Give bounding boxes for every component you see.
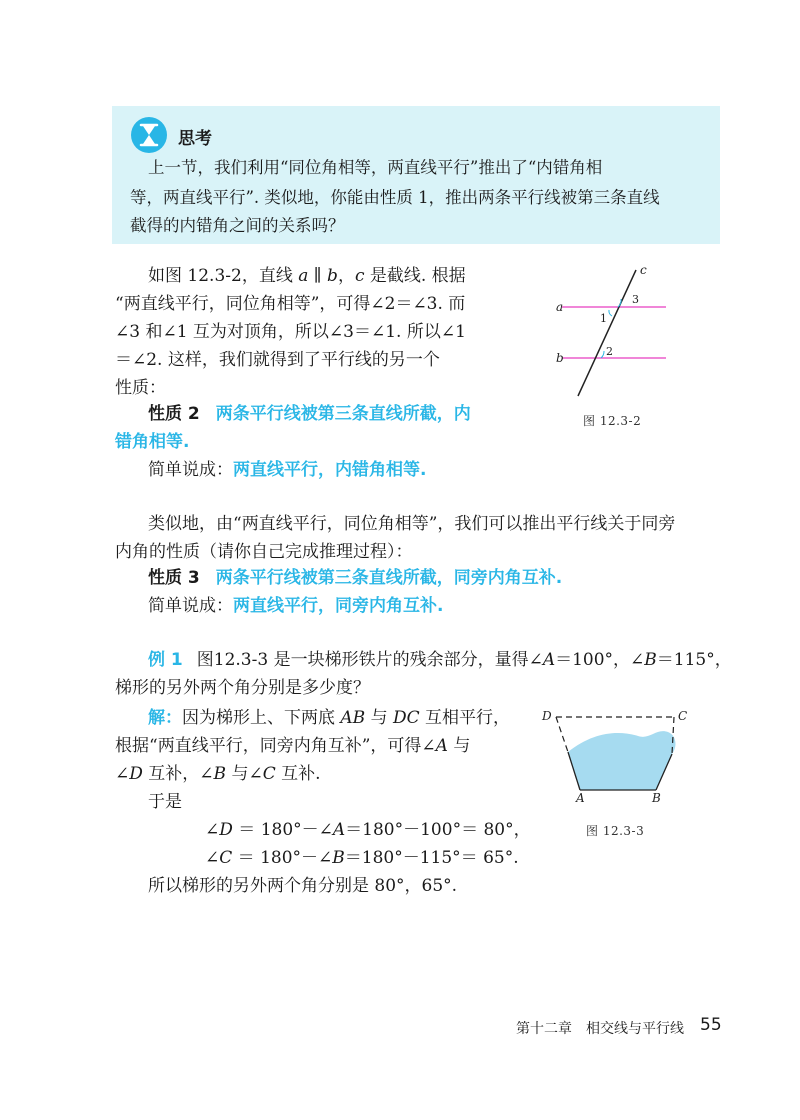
- property2-line-1: [148, 402, 471, 426]
- para1-line-1: [148, 264, 466, 288]
- text: 如图 12.3-2，直线: [148, 266, 299, 286]
- angle-arc-3: [618, 299, 621, 307]
- property2-simple: [148, 458, 426, 482]
- para2-line-1: 类似地，由“两直线平行，同位角相等”，我们可以推出平行线关于同旁: [148, 514, 676, 534]
- var-a: a: [298, 266, 309, 286]
- text: ＝ 180°－∠: [232, 820, 333, 840]
- text: 互补，∠: [142, 764, 214, 784]
- label-a: a: [556, 300, 564, 314]
- var-D: D: [129, 764, 143, 784]
- figure2-caption: 图 12.3-3: [586, 824, 645, 838]
- label-A: A: [576, 791, 585, 805]
- property3-label: 性质 3: [148, 568, 200, 588]
- label-c: c: [640, 263, 647, 277]
- text: 互相平行，: [419, 708, 511, 728]
- para2-line-2: 内角的性质（请你自己完成推理过程）：: [115, 542, 413, 562]
- var-B: B: [213, 764, 227, 784]
- property2-line-2: 错角相等.: [115, 432, 190, 452]
- solution-line-3: [115, 762, 321, 786]
- think-title: 思考: [178, 129, 212, 149]
- text: 根据“两直线平行，同旁内角互补”，可得∠: [115, 736, 436, 756]
- simple-text: 两直线平行，同旁内角互补.: [233, 596, 444, 616]
- equation-2: [205, 846, 519, 870]
- text: ＝180°－115°＝ 65°.: [344, 848, 519, 868]
- line-c: [578, 270, 636, 396]
- solution-label: 解：: [148, 708, 182, 728]
- text: ，: [337, 266, 355, 286]
- solution-line-4: 于是: [148, 792, 182, 812]
- property3-simple: [148, 594, 443, 618]
- text: 与: [447, 736, 471, 756]
- label-b: b: [556, 351, 564, 365]
- text: ∠: [205, 848, 220, 868]
- example1-label: 例 1: [148, 650, 183, 670]
- left-leg-dashed: [556, 717, 568, 752]
- text: ＝180°－100°＝ 80°，: [345, 820, 531, 840]
- text: 图12.3-3 是一块梯形铁片的残余部分，量得∠: [196, 650, 543, 670]
- text: ∠: [205, 820, 220, 840]
- para1-line-3: ∠3 和∠1 互为对顶角，所以∠3＝∠1. 所以∠1: [115, 322, 466, 342]
- var-B: B: [332, 848, 345, 868]
- figure-12-3-3: [538, 702, 698, 806]
- text: ＝ 180°－∠: [232, 848, 333, 868]
- var-b: b: [327, 266, 338, 286]
- property2-text: 两条平行线被第三条直线所截，内: [215, 404, 471, 424]
- text: ＝115°，: [656, 650, 732, 670]
- para1-line-5: 性质：: [115, 378, 166, 398]
- var-A: A: [435, 736, 448, 756]
- text: 与∠: [226, 764, 263, 784]
- solution-line-1: [148, 706, 510, 730]
- page-number: 55: [700, 1015, 722, 1035]
- angle-label-2: 2: [606, 345, 613, 358]
- var-A: A: [542, 650, 556, 670]
- solution-conclusion: 所以梯形的另外两个角分别是 80°，65°.: [148, 876, 458, 896]
- var-DC: DC: [393, 708, 420, 728]
- simple-label: 简单说成：: [148, 596, 233, 616]
- text: 与: [365, 708, 393, 728]
- para1-line-4: ＝∠2. 这样，我们就得到了平行线的另一个: [115, 350, 440, 370]
- solution-line-2: [115, 734, 470, 758]
- think-line-3: 截得的内错角之间的关系吗？: [130, 216, 345, 235]
- text: ∠: [115, 764, 130, 784]
- equation-1: [205, 818, 531, 842]
- simple-text: 两直线平行，内错角相等.: [233, 460, 427, 480]
- example1-line-1: [148, 648, 732, 672]
- text: 因为梯形上、下两底: [182, 708, 341, 728]
- parallel-symbol: ∥: [308, 266, 328, 286]
- var-B: B: [644, 650, 657, 670]
- hourglass-think-icon: [130, 116, 168, 154]
- angle-label-3: 3: [632, 293, 639, 306]
- text: ＝100°，∠: [555, 650, 645, 670]
- var-A: A: [332, 820, 346, 840]
- para1-line-2: “两直线平行，同位角相等”，可得∠2＝∠3. 而: [115, 294, 466, 314]
- simple-label: 简单说成：: [148, 460, 233, 480]
- var-D: D: [219, 820, 233, 840]
- var-C: C: [262, 764, 276, 784]
- property3-line: [148, 566, 562, 590]
- property3-text: 两条平行线被第三条直线所截，同旁内角互补.: [215, 568, 563, 588]
- text: 互补.: [275, 764, 321, 784]
- angle-arc-2: [601, 351, 604, 358]
- label-C: C: [678, 709, 688, 723]
- var-C: C: [219, 848, 233, 868]
- label-B: B: [652, 791, 661, 805]
- angle-label-1: 1: [600, 312, 607, 325]
- property2-label: 性质 2: [148, 404, 200, 424]
- var-AB: AB: [340, 708, 366, 728]
- figure-12-3-2: [548, 262, 678, 402]
- label-D: D: [542, 709, 552, 723]
- example1-line-2: 梯形的另外两个角分别是多少度？: [115, 678, 370, 698]
- think-line-1: 上一节，我们利用“同位角相等，两直线平行”推出了“内错角相: [148, 158, 603, 177]
- var-c: c: [354, 266, 365, 286]
- angle-arc-1: [609, 310, 612, 316]
- text: 是截线. 根据: [364, 266, 466, 286]
- think-line-2: 等，两直线平行”. 类似地，你能由性质 1，推出两条平行线被第三条直线: [130, 188, 660, 207]
- footer-chapter: 第十二章 相交线与平行线: [516, 1021, 684, 1037]
- figure1-caption: 图 12.3-2: [583, 414, 642, 428]
